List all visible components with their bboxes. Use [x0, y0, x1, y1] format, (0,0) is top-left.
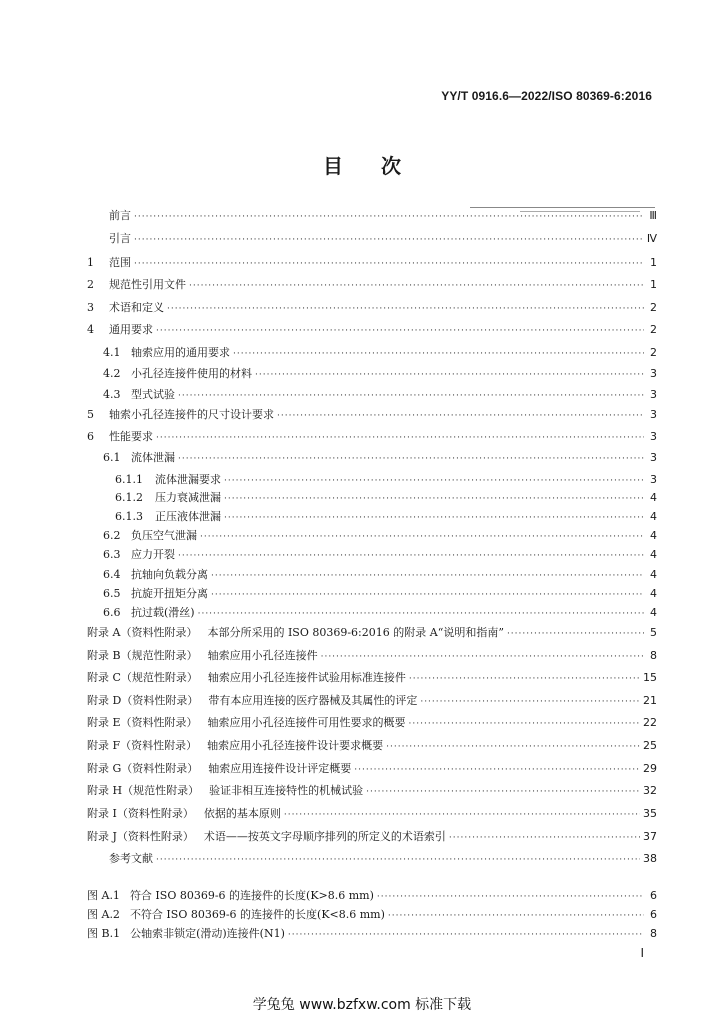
toc-entry[interactable] [87, 208, 657, 224]
toc-entry-number: 附录 I（资料性附录） [87, 807, 194, 820]
toc-entry-label: 正压液体泄漏 [155, 510, 221, 523]
toc-entry-page: 3 [650, 473, 657, 486]
dot-leader [134, 209, 644, 225]
toc-entry[interactable] [87, 472, 657, 488]
toc-entry-page: 1 [650, 278, 657, 291]
toc-entry-label: 型式试验 [131, 388, 175, 401]
toc-entry[interactable] [87, 407, 657, 423]
standard-code: YY/T 0916.6—2022/ISO 80369-6:2016 [441, 89, 652, 103]
toc-entry-number: 附录 C（规范性附录） [87, 671, 198, 684]
dot-leader [377, 889, 644, 905]
toc-entry-number: 6.1.3 [115, 510, 143, 523]
toc-entry[interactable] [87, 625, 657, 641]
dot-leader [178, 548, 644, 564]
toc-entry[interactable] [87, 926, 657, 942]
toc-entry-page: 3 [650, 430, 657, 443]
toc-entry-page: 37 [643, 830, 657, 843]
toc-entry-label: 轴索应用小孔径连接件可用性要求的概要 [207, 716, 406, 729]
toc-entry[interactable] [87, 806, 657, 822]
toc-entry-label: 轴索应用小孔径连接件试验用标准连接件 [207, 671, 406, 684]
toc-entry-label: 抗过载(滑丝) [131, 606, 195, 619]
dot-leader [211, 568, 644, 584]
toc-entry-page: 35 [643, 807, 657, 820]
toc-entry-page: 8 [650, 649, 657, 662]
toc-entry-page: 2 [650, 301, 657, 314]
toc-entry-number: 6.4 [103, 568, 121, 581]
toc-entry[interactable] [87, 851, 657, 867]
toc-entry-page: 8 [650, 927, 657, 940]
dot-leader [198, 606, 644, 622]
toc-entry[interactable] [87, 509, 657, 525]
toc-entry-number: 6.1.2 [115, 491, 143, 504]
toc-entry-number: 附录 H（规范性附录） [87, 784, 200, 797]
dot-leader [134, 256, 644, 272]
toc-entry-number: 6.1.1 [115, 473, 143, 486]
dot-leader [224, 473, 644, 489]
toc-entry[interactable] [87, 761, 657, 777]
watermark-text: 学兔兔 www.bzfxw.com 标准下载 [252, 997, 472, 1013]
toc-entry-number: 3 [87, 301, 94, 314]
toc-entry[interactable] [87, 345, 657, 361]
toc-entry[interactable] [87, 738, 657, 754]
toc-entry-number: 5 [87, 408, 94, 421]
dot-leader [409, 716, 640, 732]
toc-entry-label: 流体泄漏 [131, 451, 175, 464]
dot-leader [189, 278, 644, 294]
toc-entry-label: 依据的基本原则 [203, 807, 281, 820]
toc-entry[interactable] [87, 693, 657, 709]
dot-leader [167, 301, 644, 317]
page-number: I [640, 946, 644, 960]
toc-entry-label: 抗旋开扭矩分离 [131, 587, 208, 600]
toc-entry-number: 6.1 [103, 451, 121, 464]
toc-entry-number: 附录 A（资料性附录） [87, 626, 198, 639]
toc-entry-number: 图 B.1 [87, 927, 121, 940]
toc-entry[interactable] [87, 277, 657, 293]
toc-entry[interactable] [87, 715, 657, 731]
toc-entry[interactable] [87, 490, 657, 506]
dot-leader [354, 762, 640, 778]
toc-entry-page: 2 [650, 346, 657, 359]
toc-entry-label: 验证非相互连接特性的机械试验 [209, 784, 364, 797]
dot-leader [507, 626, 644, 642]
toc-entry-label: 带有本应用连接的医疗器械及其属性的评定 [208, 694, 418, 707]
toc-entry-page: 38 [643, 852, 657, 865]
toc-entry-page: 4 [650, 548, 657, 561]
toc-entry-label: 应力开裂 [131, 548, 175, 561]
toc-entry-number: 4.1 [103, 346, 121, 359]
toc-entry-number: 4.2 [103, 367, 121, 380]
toc-entry[interactable] [87, 387, 657, 403]
toc-entry-page: 3 [650, 451, 657, 464]
dot-leader [386, 739, 640, 755]
toc-entry-number: 2 [87, 278, 94, 291]
toc-entry-page: 2 [650, 323, 657, 336]
toc-entry[interactable] [87, 567, 657, 583]
toc-entry-page: 6 [650, 908, 657, 921]
toc-entry[interactable] [87, 670, 657, 686]
dot-leader [449, 830, 640, 846]
dot-leader [178, 451, 644, 467]
toc-entry-page: 22 [643, 716, 657, 729]
toc-entry[interactable] [87, 783, 657, 799]
toc-entry[interactable] [87, 255, 657, 271]
toc-entry-number: 6.3 [103, 548, 121, 561]
toc-entry-page: 15 [643, 671, 657, 684]
toc-entry-label: 术语和定义 [109, 301, 164, 314]
toc-entry-page: 3 [650, 388, 657, 401]
dot-leader [200, 529, 644, 545]
dot-leader [388, 908, 644, 924]
toc-entry-label: 轴索应用的通用要求 [131, 346, 230, 359]
toc-entry-page: 4 [650, 510, 657, 523]
toc-entry-label: 公轴索非锁定(滑动)连接件(N1) [130, 927, 285, 940]
toc-entry-label: 范围 [109, 256, 131, 269]
dot-leader [178, 388, 644, 404]
toc-entry-number: 图 A.2 [87, 908, 120, 921]
toc-entry-page: 4 [650, 529, 657, 542]
dot-leader [224, 491, 644, 507]
toc-entry-number: 附录 F（资料性附录） [87, 739, 198, 752]
toc-entry[interactable] [87, 829, 657, 845]
toc-entry-label: 不符合 ISO 80369-6 的连接件的长度(K<8.6 mm) [129, 908, 385, 921]
toc-entry-page: 32 [643, 784, 657, 797]
toc-entry[interactable] [87, 366, 657, 382]
toc-entry-page: 4 [650, 491, 657, 504]
toc-entry[interactable] [87, 547, 657, 563]
toc-entry-label: 抗轴向负载分离 [131, 568, 208, 581]
dot-leader [156, 430, 644, 446]
toc-entry-page: Ⅲ [649, 209, 657, 222]
toc-entry-number: 6.2 [103, 529, 121, 542]
toc-entry-number: 图 A.1 [87, 889, 120, 902]
toc-entry[interactable] [87, 888, 657, 904]
toc-entry-number: 6.5 [103, 587, 121, 600]
toc-entry-page: 4 [650, 568, 657, 581]
toc-entry[interactable] [87, 528, 657, 544]
dot-leader [420, 694, 640, 710]
dot-leader [211, 587, 644, 603]
toc-entry-label: 通用要求 [109, 323, 153, 336]
dot-leader [156, 852, 640, 868]
toc-entry-page: 4 [650, 606, 657, 619]
toc-entry-number: 1 [87, 256, 94, 269]
toc-entry-page: 6 [650, 889, 657, 902]
dot-leader [277, 408, 644, 424]
toc-entry-page: Ⅳ [646, 232, 657, 245]
dot-leader [366, 784, 640, 800]
toc-entry-number: 4.3 [103, 388, 121, 401]
toc-entry[interactable] [87, 322, 657, 338]
toc-entry-page: 4 [650, 587, 657, 600]
dot-leader [288, 927, 644, 943]
toc-entry-label: 规范性引用文件 [109, 278, 186, 291]
toc-entry[interactable] [87, 648, 657, 664]
toc-entry-label: 轴索应用小孔径连接件设计要求概要 [207, 739, 384, 752]
toc-entry-number: 附录 D（资料性附录） [87, 694, 199, 707]
dot-leader [156, 323, 644, 339]
toc-entry-number: 附录 E（资料性附录） [87, 716, 198, 729]
toc-entry-label: 性能要求 [109, 430, 153, 443]
toc-entry[interactable] [87, 300, 657, 316]
toc-entry[interactable] [87, 907, 657, 923]
toc-entry-label: 本部分所采用的 ISO 80369-6:2016 的附录 A“说明和指南” [207, 626, 504, 639]
toc-entry-label: 轴索应用连接件设计评定概要 [208, 762, 352, 775]
toc-entry-label: 负压空气泄漏 [131, 529, 197, 542]
toc-entry[interactable] [87, 605, 657, 621]
toc-entry-label: 流体泄漏要求 [155, 473, 221, 486]
toc-entry[interactable] [87, 586, 657, 602]
toc-title: 目次 [323, 154, 439, 178]
toc-entry-page: 29 [643, 762, 657, 775]
toc-entry-page: 3 [650, 408, 657, 421]
toc-entry-label: 小孔径连接件使用的材料 [131, 367, 252, 380]
toc-entry-page: 1 [650, 256, 657, 269]
toc-entry[interactable] [87, 231, 657, 247]
dot-leader [321, 649, 644, 665]
toc-entry-number: 6.6 [103, 606, 121, 619]
toc-entry-label: 符合 ISO 80369-6 的连接件的长度(K>8.6 mm) [129, 889, 374, 902]
toc-entry-label: 前言 [109, 209, 131, 222]
toc-entry[interactable] [87, 429, 657, 445]
toc-entry-label: 术语——按英文字母顺序排列的所定义的术语索引 [203, 830, 446, 843]
toc-entry-label: 参考文献 [109, 852, 153, 865]
toc-entry-page: 3 [650, 367, 657, 380]
dot-leader [284, 807, 640, 823]
toc-entry-label: 压力衰减泄漏 [155, 491, 221, 504]
toc-entry-label: 轴索应用小孔径连接件 [207, 649, 318, 662]
toc-entry-number: 4 [87, 323, 94, 336]
dot-leader [255, 367, 644, 383]
toc-entry-page: 25 [643, 739, 657, 752]
toc-entry-number: 6 [87, 430, 94, 443]
toc-entry-number: 附录 B（规范性附录） [87, 649, 198, 662]
toc-entry-number: 附录 J（资料性附录） [87, 830, 194, 843]
dot-leader [134, 232, 644, 248]
dot-leader [409, 671, 640, 687]
toc-entry-page: 21 [643, 694, 657, 707]
toc-entry-label: 轴索小孔径连接件的尺寸设计要求 [109, 408, 274, 421]
dot-leader [224, 510, 644, 526]
toc-entry-page: 5 [650, 626, 657, 639]
dot-leader [233, 346, 644, 362]
toc-entry[interactable] [87, 450, 657, 466]
toc-entry-label: 引言 [109, 232, 131, 245]
toc-entry-number: 附录 G（资料性附录） [87, 762, 199, 775]
